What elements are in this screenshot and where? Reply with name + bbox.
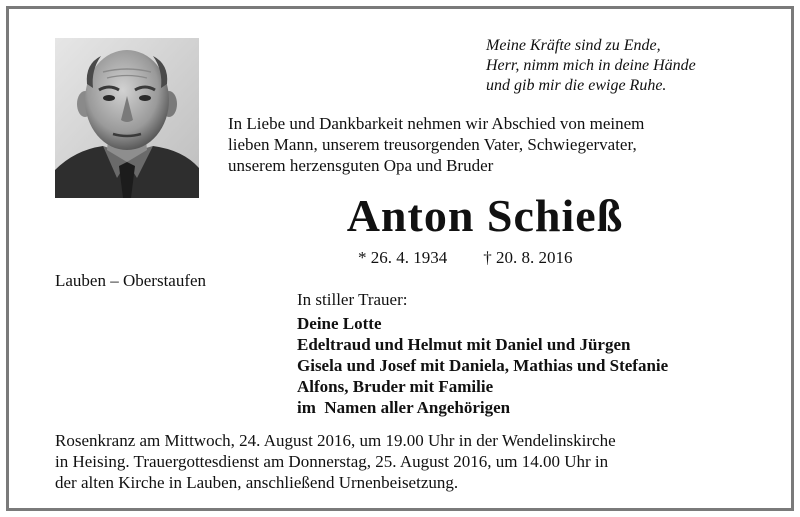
death-date: † 20. 8. 2016 [483,248,573,267]
verse-line: und gib mir die ewige Ruhe. [486,77,667,94]
mourner-line: Alfons, Bruder mit Familie [297,377,494,396]
intro-text [228,113,768,176]
service-line: in Heising. Trauergottesdienst am Donnerstag, 25. August 2016, um 14.00 Uhr in [55,452,609,471]
mourner-line: Edeltraud und Helmut mit Daniel und Jürgen [297,335,631,354]
service-details [55,430,755,493]
place-of-residence: Lauben – Oberstaufen [55,271,207,290]
mourners-list [297,313,668,418]
intro-line: lieben Mann, unserem treusorgenden Vater, Schwiegervater, [228,135,637,154]
intro-line: In Liebe und Dankbarkeit nehmen wir Abschied von meinem [228,114,645,133]
life-dates [358,247,573,269]
mourner-line: Gisela und Josef mit Daniela, Mathias und Stefanie [297,356,669,375]
service-line: der alten Kirche in Lauben, anschließend Urnenbeisetzung. [55,473,459,492]
intro-line: unserem herzensguten Opa und Bruder [228,156,494,175]
verse-line: Meine Kräfte sind zu Ende, [486,37,661,54]
birth-date: * 26. 4. 1934 [358,248,448,267]
service-line: Rosenkranz am Mittwoch, 24. August 2016, um 19.00 Uhr in der Wendelinskirche [55,431,616,450]
mourner-line: im Namen aller Angehörigen [297,398,511,417]
mourning-label: In stiller Trauer: [297,290,408,309]
memorial-verse [486,36,776,96]
mourner-line: Deine Lotte [297,314,382,333]
portrait-photo [55,38,199,198]
deceased-name: Anton Schieß [346,190,624,241]
verse-line: Herr, nimm mich in deine Hände [486,57,696,74]
